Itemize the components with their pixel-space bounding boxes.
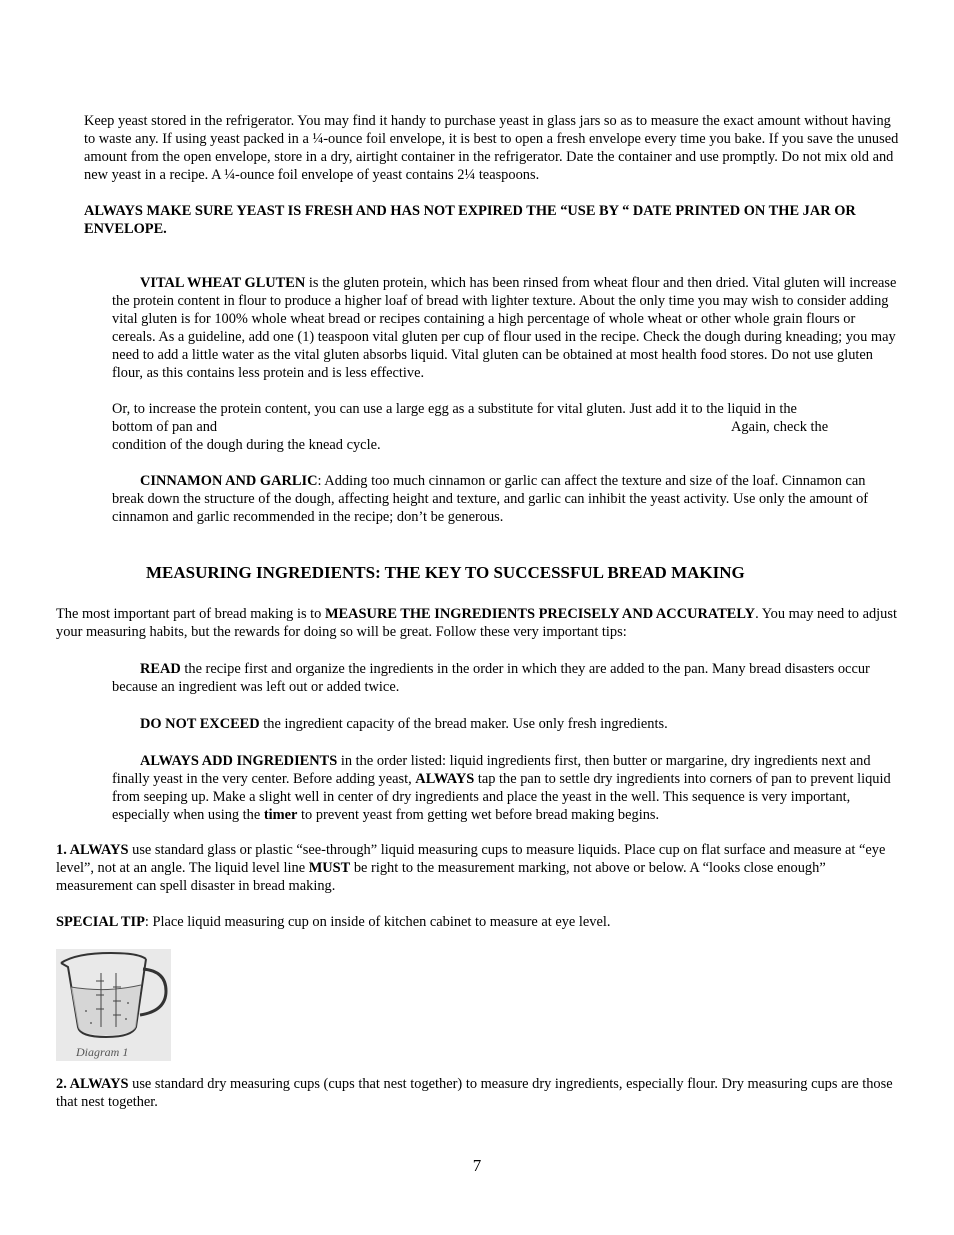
intro-bold: MEASURE THE INGREDIENTS PRECISELY AND ACCURATELY [324, 606, 756, 622]
special-tip-lead: SPECIAL TIP [56, 914, 145, 930]
tip-exceed-text: the ingredient capacity of the bread maker. Use only fresh ingredients. [259, 716, 668, 732]
special-tip-text: : Place liquid measuring cup on inside of kitchen cabinet to measure at eye level. [144, 914, 611, 930]
yeast-storage-paragraph [84, 112, 900, 184]
step-1-lead: 1. ALWAYS [56, 842, 129, 858]
cinnamon-garlic-text: : Adding too much cinnamon or garlic can affect the texture and size of the loaf. Cinnamon can break down the structure of the dough, affecting height and texture, and garlic can inhibit the yeast activity. Use only the amount of cinnamon and garlic recommended in the recipe; don’t be generous. [112, 473, 869, 525]
vital-gluten-text: is the gluten protein, which has been rinsed from wheat flour and then dried. Vital gluten will increase the protein content in flour to produce a higher loaf of bread with lighter texture. About the only time you may wish to consider adding vital gluten is for 100% whole wheat bread or recipes containing a high percentage of whole wheat or other whole grain flours or cereals. As a guideline, add one (1) teaspoon vital gluten per cup of flour used in the recipe. Check the dough during kneading; you may need to add a little water as the vital gluten absorbs liquid. Vital gluten can be obtained at most health food stores. Do not use gluten flour, as this contains less protein and is less effective. [112, 275, 897, 381]
measuring-cup-diagram [56, 949, 171, 1061]
tip-exceed-lead: DO NOT EXCEED [140, 716, 260, 732]
tip-order-lead: ALWAYS ADD INGREDIENTS [140, 753, 338, 769]
diagram-caption: Diagram 1 [76, 1045, 129, 1059]
cinnamon-garlic-lead: CINNAMON AND GARLIC [140, 473, 318, 489]
step-1-text-2: be right to the measurement marking, not above or below. A “looks close enough” measurement can spell disaster in bread making. [56, 860, 826, 894]
egg-substitute-line-2-left: bottom of pan and [112, 419, 218, 435]
tip-order-text-3: to prevent yeast from getting wet before bread making begins. [297, 807, 660, 823]
page-number: 7 [472, 1156, 482, 1175]
egg-substitute-paragraph [112, 400, 900, 454]
egg-substitute-line-2-right: Again, check the [731, 419, 829, 435]
intro-text-start: The most important part of bread making is to [56, 606, 325, 622]
vital-gluten-paragraph [112, 274, 900, 382]
egg-substitute-line-2 [112, 418, 900, 436]
vital-gluten-lead: VITAL WHEAT GLUTEN [140, 275, 306, 291]
egg-substitute-line-3: condition of the dough during the knead cycle. [112, 437, 381, 453]
tip-order-paragraph [112, 752, 900, 824]
step-2-paragraph [56, 1075, 900, 1111]
tip-order-bold-always: ALWAYS [415, 771, 475, 787]
step-1-text-1: use standard glass or plastic “see-through” liquid measuring cups to measure liquids. Place cup on flat surface and measure at “eye level”, not at an angle. The liquid level line [56, 842, 886, 876]
intro-text-end: . You may need to adjust your measuring habits, but the rewards for doing so will be great. Follow these very important tips: [56, 606, 897, 640]
tip-order-text-2: tap the pan to settle dry ingredients into corners of pan to prevent liquid from seeping up. Make a slight well in center of dry ingredients and place the yeast in the well. This sequence is very important, especially when using the [112, 771, 891, 823]
yeast-warning: ALWAYS MAKE SURE YEAST IS FRESH AND HAS NOT EXPIRED THE “USE BY “ DATE PRINTED ON THE JAR OR ENVELOPE. [84, 203, 856, 237]
step-2-text: use standard dry measuring cups (cups that nest together) to measure dry ingredients, especially flour. Dry measuring cups are those that nest together. [56, 1076, 893, 1110]
tip-order-bold-timer: timer [263, 807, 298, 823]
step-1-bold-must: MUST [308, 860, 351, 876]
tip-read-text: the recipe first and organize the ingredients in the order in which they are added to the pan. Many bread disasters occur because an ingredient was left out or added twice. [112, 661, 870, 695]
tip-read-paragraph [112, 660, 900, 696]
tip-exceed-paragraph [112, 715, 900, 733]
tip-read-lead: READ [140, 661, 181, 677]
tip-order-text-1: in the order listed: liquid ingredients first, then butter or margarine, dry ingredients next and finally yeast in the very center. Before adding yeast, [112, 753, 871, 787]
intro-paragraph [56, 605, 900, 641]
step-1-paragraph [56, 841, 900, 895]
special-tip-paragraph [56, 913, 900, 931]
section-heading: MEASURING INGREDIENTS: THE KEY TO SUCCESSFUL BREAD MAKING [146, 563, 745, 582]
yeast-storage-text: Keep yeast stored in the refrigerator. You may find it handy to purchase yeast in glass jars so as to measure the exact amount without having to waste any. If using yeast packed in a ¼-ounce foil envelope, it is best to open a fresh envelope every time you bake. If you save the unused amount from the open envelope, store in a dry, airtight container in the refrigerator. Date the container and use promptly. Do not mix old and new yeast in a recipe. A ¼-ounce foil envelope of yeast contains 2¼ teaspoons. [84, 113, 899, 183]
step-2-lead: 2. ALWAYS [56, 1076, 129, 1092]
egg-substitute-line-1: Or, to increase the protein content, you can use a large egg as a substitute for vital gluten. Just add it to the liquid in the [112, 401, 797, 417]
cinnamon-garlic-paragraph [112, 472, 900, 526]
